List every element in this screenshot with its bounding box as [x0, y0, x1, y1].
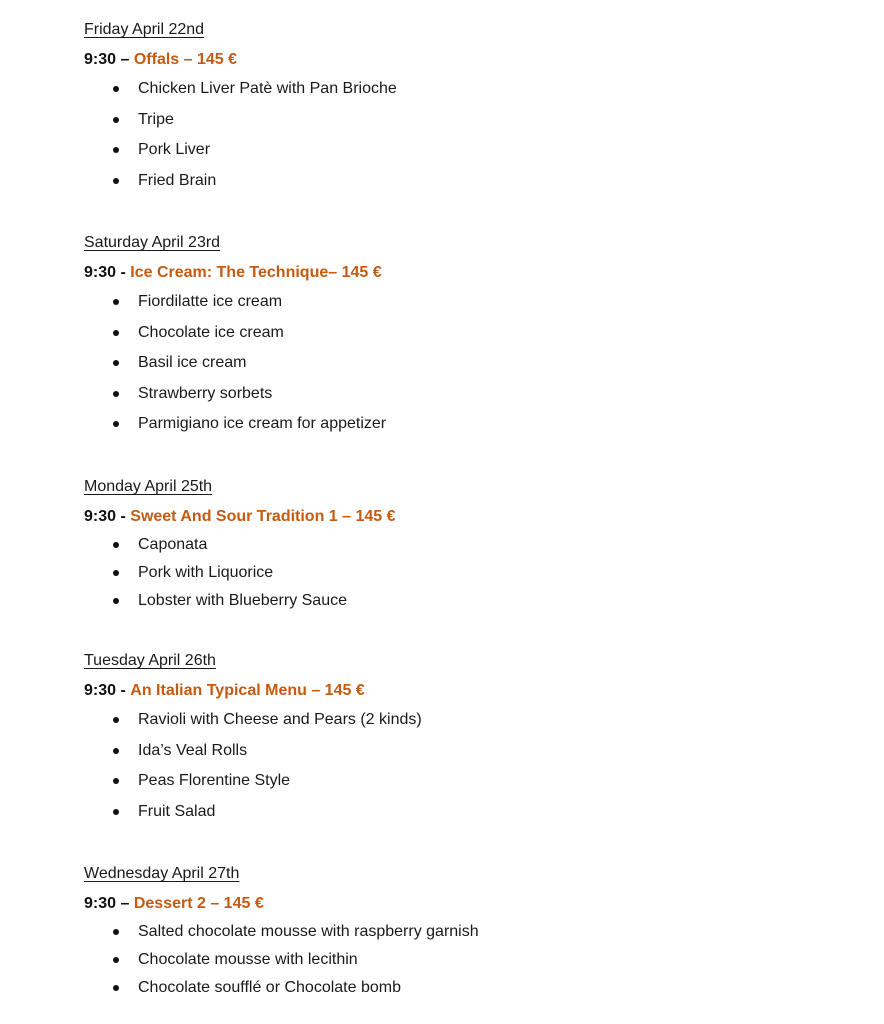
list-item-text: Fruit Salad	[138, 802, 216, 820]
list-item-text: Salted chocolate mousse with raspberry garnish	[138, 923, 479, 940]
list-item	[84, 766, 844, 797]
list-item-text: Pork Liver	[138, 141, 211, 158]
bullet-icon	[113, 957, 119, 963]
class-title: Sweet And Sour Tradition 1 – 145 €	[130, 508, 396, 525]
list-item	[84, 318, 844, 349]
schedule-section	[84, 20, 844, 196]
list-item-text: Tripe	[138, 110, 174, 128]
list-item	[84, 705, 844, 736]
class-separator: -	[120, 508, 126, 525]
list-item	[84, 736, 844, 767]
class-title: An Italian Typical Menu – 145 €	[130, 682, 365, 699]
bullet-icon	[113, 86, 119, 92]
list-item-text: Lobster with Blueberry Sauce	[138, 592, 347, 609]
list-item	[84, 946, 844, 974]
list-item-text: Fiordilatte ice cream	[138, 293, 283, 310]
menu-item-list	[84, 287, 844, 440]
bullet-icon	[113, 299, 119, 305]
class-separator: -	[120, 264, 126, 281]
list-item	[84, 74, 844, 105]
schedule-section	[84, 233, 844, 440]
list-item	[84, 166, 844, 197]
day-heading: Friday April 22nd	[84, 21, 205, 38]
list-item-text: Chicken Liver Patè with Pan Brioche	[138, 80, 397, 97]
bullet-icon	[113, 748, 119, 754]
schedule-section	[84, 651, 844, 827]
list-item-text: Ida’s Veal Rolls	[138, 741, 248, 759]
bullet-icon	[113, 598, 119, 604]
list-item	[84, 379, 844, 410]
class-title: Offals – 145 €	[133, 51, 238, 68]
bullet-icon	[113, 360, 119, 366]
list-item	[84, 918, 844, 946]
list-item-text: Chocolate mousse with lecithin	[138, 951, 358, 968]
class-time: 9:30	[84, 264, 117, 281]
class-heading	[84, 681, 844, 705]
bullet-icon	[113, 985, 119, 991]
bullet-icon	[113, 178, 119, 184]
day-heading: Monday April 25th	[84, 478, 213, 495]
bullet-icon	[113, 542, 119, 548]
list-item-text: Strawberry sorbets	[138, 384, 273, 402]
class-time: 9:30	[84, 508, 117, 525]
bullet-icon	[113, 778, 119, 784]
list-item-text: Chocolate ice cream	[138, 323, 284, 341]
list-item	[84, 531, 844, 559]
class-title: Dessert 2 – 145 €	[133, 895, 264, 912]
list-item-text: Peas Florentine Style	[138, 772, 291, 789]
list-item	[84, 559, 844, 587]
bullet-icon	[113, 717, 119, 723]
class-title: Ice Cream: The Technique– 145 €	[130, 264, 382, 281]
list-item	[84, 797, 844, 828]
day-heading: Saturday April 23rd	[84, 234, 221, 251]
list-item-text: Caponata	[138, 536, 208, 553]
list-item	[84, 974, 844, 1002]
list-item-text: Chocolate soufflé or Chocolate bomb	[138, 979, 401, 996]
class-time: 9:30	[84, 895, 117, 912]
menu-item-list	[84, 705, 844, 827]
menu-item-list	[84, 74, 844, 196]
day-heading: Wednesday April 27th	[84, 865, 240, 882]
class-heading	[84, 507, 844, 531]
bullet-icon	[113, 147, 119, 153]
bullet-icon	[113, 421, 119, 427]
class-heading	[84, 894, 844, 918]
class-separator: –	[120, 895, 130, 912]
bullet-icon	[113, 809, 119, 815]
list-item-text: Basil ice cream	[138, 354, 247, 371]
menu-item-list	[84, 531, 844, 615]
bullet-icon	[113, 330, 119, 336]
list-item	[84, 587, 844, 615]
schedule-section	[84, 477, 844, 615]
schedule-section	[84, 864, 844, 1002]
bullet-icon	[113, 391, 119, 397]
list-item-text: Parmigiano ice cream for appetizer	[138, 415, 387, 432]
list-item	[84, 409, 844, 440]
class-time: 9:30	[84, 51, 117, 68]
class-separator: -	[120, 682, 126, 699]
list-item	[84, 287, 844, 318]
menu-item-list	[84, 918, 844, 1002]
list-item-text: Pork with Liquorice	[138, 564, 274, 581]
class-heading	[84, 50, 844, 74]
list-item-text: Fried Brain	[138, 171, 217, 189]
bullet-icon	[113, 570, 119, 576]
class-separator: –	[120, 51, 130, 68]
list-item	[84, 348, 844, 379]
list-item	[84, 135, 844, 166]
class-heading	[84, 263, 844, 287]
list-item-text: Ravioli with Cheese and Pears (2 kinds)	[138, 711, 422, 728]
bullet-icon	[113, 117, 119, 123]
day-heading: Tuesday April 26th	[84, 652, 216, 669]
class-time: 9:30	[84, 682, 117, 699]
bullet-icon	[113, 929, 119, 935]
list-item	[84, 105, 844, 136]
